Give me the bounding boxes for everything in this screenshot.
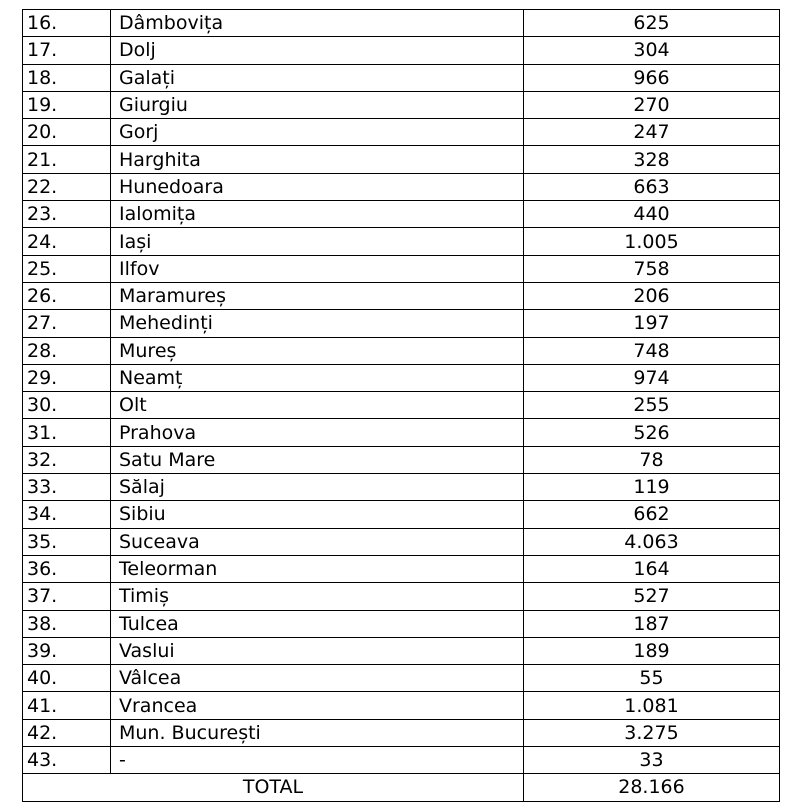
table-row [23,146,780,173]
value-cell: 625 [524,10,780,37]
table-row [23,228,780,255]
value-cell: 187 [524,610,780,637]
value-cell: 3.275 [524,719,780,746]
row-number-cell: 35. [23,528,111,555]
value-cell: 748 [524,337,780,364]
value-cell: 55 [524,665,780,692]
value-cell: 1.005 [524,228,780,255]
table-row [23,665,780,692]
row-number-cell: 42. [23,719,111,746]
row-number-cell: 38. [23,610,111,637]
county-name-cell: Dolj [111,37,524,64]
table-row [23,64,780,91]
value-cell: 206 [524,282,780,309]
value-cell: 527 [524,583,780,610]
county-name-cell: Satu Mare [111,446,524,473]
value-cell: 966 [524,64,780,91]
county-name-cell: Olt [111,392,524,419]
row-number-cell: 18. [23,64,111,91]
value-cell: 255 [524,392,780,419]
county-name-cell: Timiș [111,583,524,610]
row-number-cell: 26. [23,282,111,309]
table-row [23,37,780,64]
row-number-cell: 23. [23,201,111,228]
value-cell: 328 [524,146,780,173]
row-number-cell: 37. [23,583,111,610]
row-number-cell: 20. [23,119,111,146]
row-number-cell: 24. [23,228,111,255]
total-label-cell: TOTAL [23,774,524,801]
county-name-cell: Teleorman [111,555,524,582]
row-number-cell: 41. [23,692,111,719]
county-name-cell: Sibiu [111,501,524,528]
row-number-cell: 33. [23,474,111,501]
county-name-cell: Mureș [111,337,524,364]
value-cell: 247 [524,119,780,146]
table-row [23,692,780,719]
table-row [23,747,780,774]
table-row [23,364,780,391]
table-row [23,255,780,282]
county-name-cell: Hunedoara [111,173,524,200]
table-body [23,10,780,802]
row-number-cell: 25. [23,255,111,282]
county-name-cell: Ilfov [111,255,524,282]
value-cell: 270 [524,91,780,118]
table-row [23,501,780,528]
value-cell: 440 [524,201,780,228]
county-name-cell: Suceava [111,528,524,555]
county-name-cell: Vâlcea [111,665,524,692]
county-name-cell: Vrancea [111,692,524,719]
table-row [23,583,780,610]
total-row [23,774,780,801]
row-number-cell: 40. [23,665,111,692]
value-cell: 189 [524,637,780,664]
table-row [23,310,780,337]
county-name-cell: Iași [111,228,524,255]
value-cell: 4.063 [524,528,780,555]
table-row [23,555,780,582]
value-cell: 78 [524,446,780,473]
row-number-cell: 43. [23,747,111,774]
value-cell: 662 [524,501,780,528]
table-row [23,637,780,664]
table-row [23,173,780,200]
value-cell: 1.081 [524,692,780,719]
table-row [23,446,780,473]
county-name-cell: Sălaj [111,474,524,501]
row-number-cell: 36. [23,555,111,582]
county-name-cell: Prahova [111,419,524,446]
table-row [23,474,780,501]
row-number-cell: 31. [23,419,111,446]
row-number-cell: 39. [23,637,111,664]
table-row [23,610,780,637]
row-number-cell: 27. [23,310,111,337]
value-cell: 526 [524,419,780,446]
table-row [23,10,780,37]
value-cell: 758 [524,255,780,282]
row-number-cell: 34. [23,501,111,528]
row-number-cell: 28. [23,337,111,364]
table-row [23,201,780,228]
value-cell: 164 [524,555,780,582]
row-number-cell: 32. [23,446,111,473]
value-cell: 197 [524,310,780,337]
table-row [23,119,780,146]
table-row [23,337,780,364]
value-cell: 119 [524,474,780,501]
total-value-cell: 28.166 [524,774,780,801]
county-name-cell: Neamț [111,364,524,391]
county-name-cell: Mehedinți [111,310,524,337]
county-name-cell: Dâmbovița [111,10,524,37]
county-name-cell: Maramureș [111,282,524,309]
county-name-cell: Giurgiu [111,91,524,118]
value-cell: 663 [524,173,780,200]
county-name-cell: - [111,747,524,774]
county-data-table [22,9,780,802]
table-row [23,528,780,555]
row-number-cell: 29. [23,364,111,391]
value-cell: 304 [524,37,780,64]
county-name-cell: Vaslui [111,637,524,664]
county-name-cell: Gorj [111,119,524,146]
row-number-cell: 19. [23,91,111,118]
value-cell: 33 [524,747,780,774]
table-row [23,719,780,746]
value-cell: 974 [524,364,780,391]
row-number-cell: 21. [23,146,111,173]
table-row [23,282,780,309]
row-number-cell: 17. [23,37,111,64]
row-number-cell: 30. [23,392,111,419]
county-name-cell: Tulcea [111,610,524,637]
county-name-cell: Mun. București [111,719,524,746]
county-name-cell: Ialomița [111,201,524,228]
county-name-cell: Galați [111,64,524,91]
county-name-cell: Harghita [111,146,524,173]
table-row [23,392,780,419]
table-row [23,91,780,118]
row-number-cell: 16. [23,10,111,37]
row-number-cell: 22. [23,173,111,200]
table-row [23,419,780,446]
